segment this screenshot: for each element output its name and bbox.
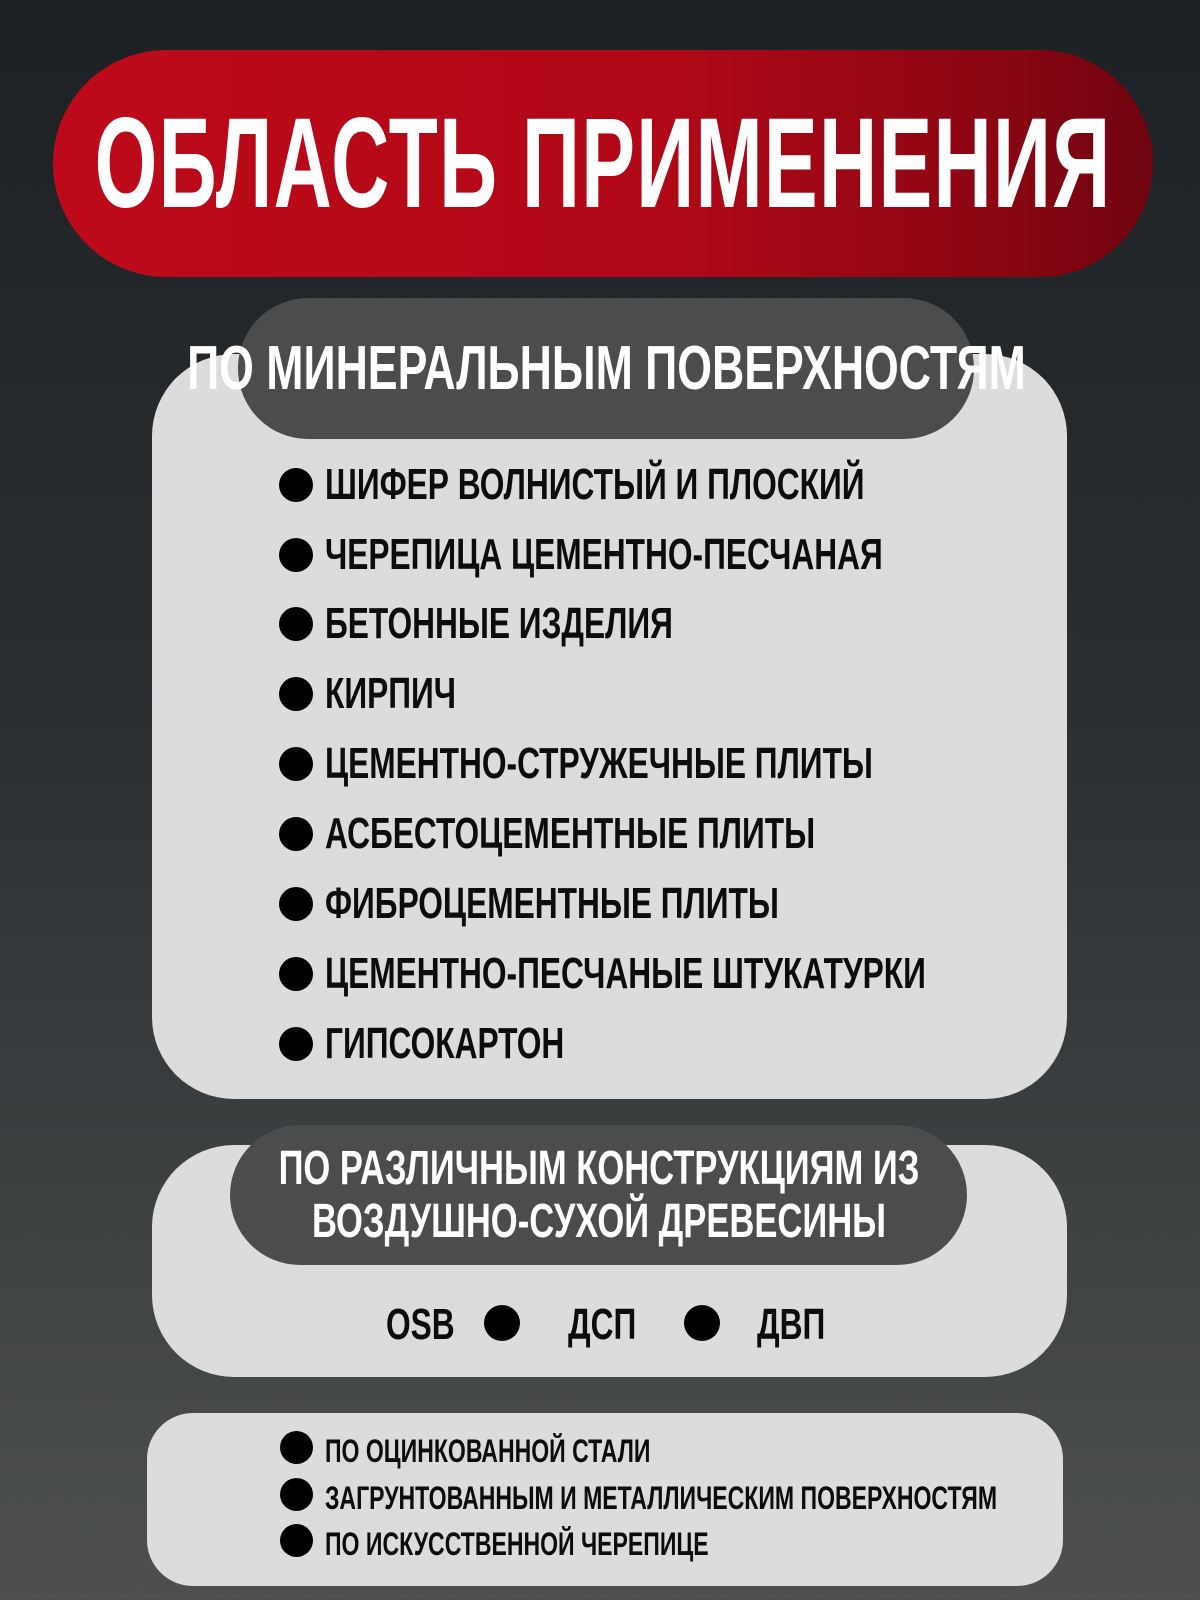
mineral-surfaces-header-text: ПО МИНЕРАЛЬНЫМ ПОВЕРХНОСТЯМ [186,334,1026,403]
bullet-icon [279,887,313,921]
list-item-text: ЦЕМЕНТНО-СТРУЖЕЧНЫЕ ПЛИТЫ [325,739,873,788]
bullet-icon [279,607,313,641]
wood-constructions-header [230,1125,967,1265]
bullet-icon [684,1305,720,1341]
bullet-icon [279,957,313,991]
bullet-icon [279,817,313,851]
list-item-text: ЦЕМЕНТНО-ПЕСЧАНЫЕ ШТУКАТУРКИ [325,949,926,998]
title-banner [53,50,1153,277]
wood-item-osb: OSB [386,1300,455,1349]
bullet-icon [484,1305,520,1341]
page-title: ОБЛАСТЬ ПРИМЕНЕНИЯ [94,92,1112,235]
mineral-surfaces-header [186,298,1026,439]
list-item-text: ГИПСОКАРТОН [325,1019,565,1068]
list-item-text: ПО ОЦИНКОВАННОЙ СТАЛИ [325,1433,651,1469]
list-item-text: ЗАГРУНТОВАННЫМ И МЕТАЛЛИЧЕСКИМ ПОВЕРХНОСТЯМ [325,1480,998,1516]
wood-item-dvp: ДВП [757,1300,826,1349]
bullet-icon [279,538,313,572]
wood-header-line-2: ВОЗДУШНО-СУХОЙ ДРЕВЕСИНЫ [311,1195,886,1248]
bullet-icon [280,1524,313,1557]
list-item-text: АСБЕСТОЦЕМЕНТНЫЕ ПЛИТЫ [325,809,816,858]
bullet-icon [280,1431,313,1464]
wood-item-dsp: ДСП [568,1300,637,1349]
wood-header-line-1: ПО РАЗЛИЧНЫМ КОНСТРУКЦИЯМ ИЗ [278,1142,919,1195]
list-item-text: ПО ИСКУССТВЕННОЙ ЧЕРЕПИЦЕ [325,1526,709,1562]
bullet-icon [279,677,313,711]
bullet-icon [279,468,313,502]
list-item-text: ЧЕРЕПИЦА ЦЕМЕНТНО-ПЕСЧАНАЯ [325,530,883,579]
list-item-text: БЕТОННЫЕ ИЗДЕЛИЯ [325,599,673,648]
list-item-text: ФИБРОЦЕМЕНТНЫЕ ПЛИТЫ [325,879,779,928]
bullet-icon [279,747,313,781]
list-item-text: КИРПИЧ [325,669,457,718]
list-item-text: ШИФЕР ВОЛНИСТЫЙ И ПЛОСКИЙ [325,460,865,509]
bullet-icon [279,1027,313,1061]
bullet-icon [280,1478,313,1511]
